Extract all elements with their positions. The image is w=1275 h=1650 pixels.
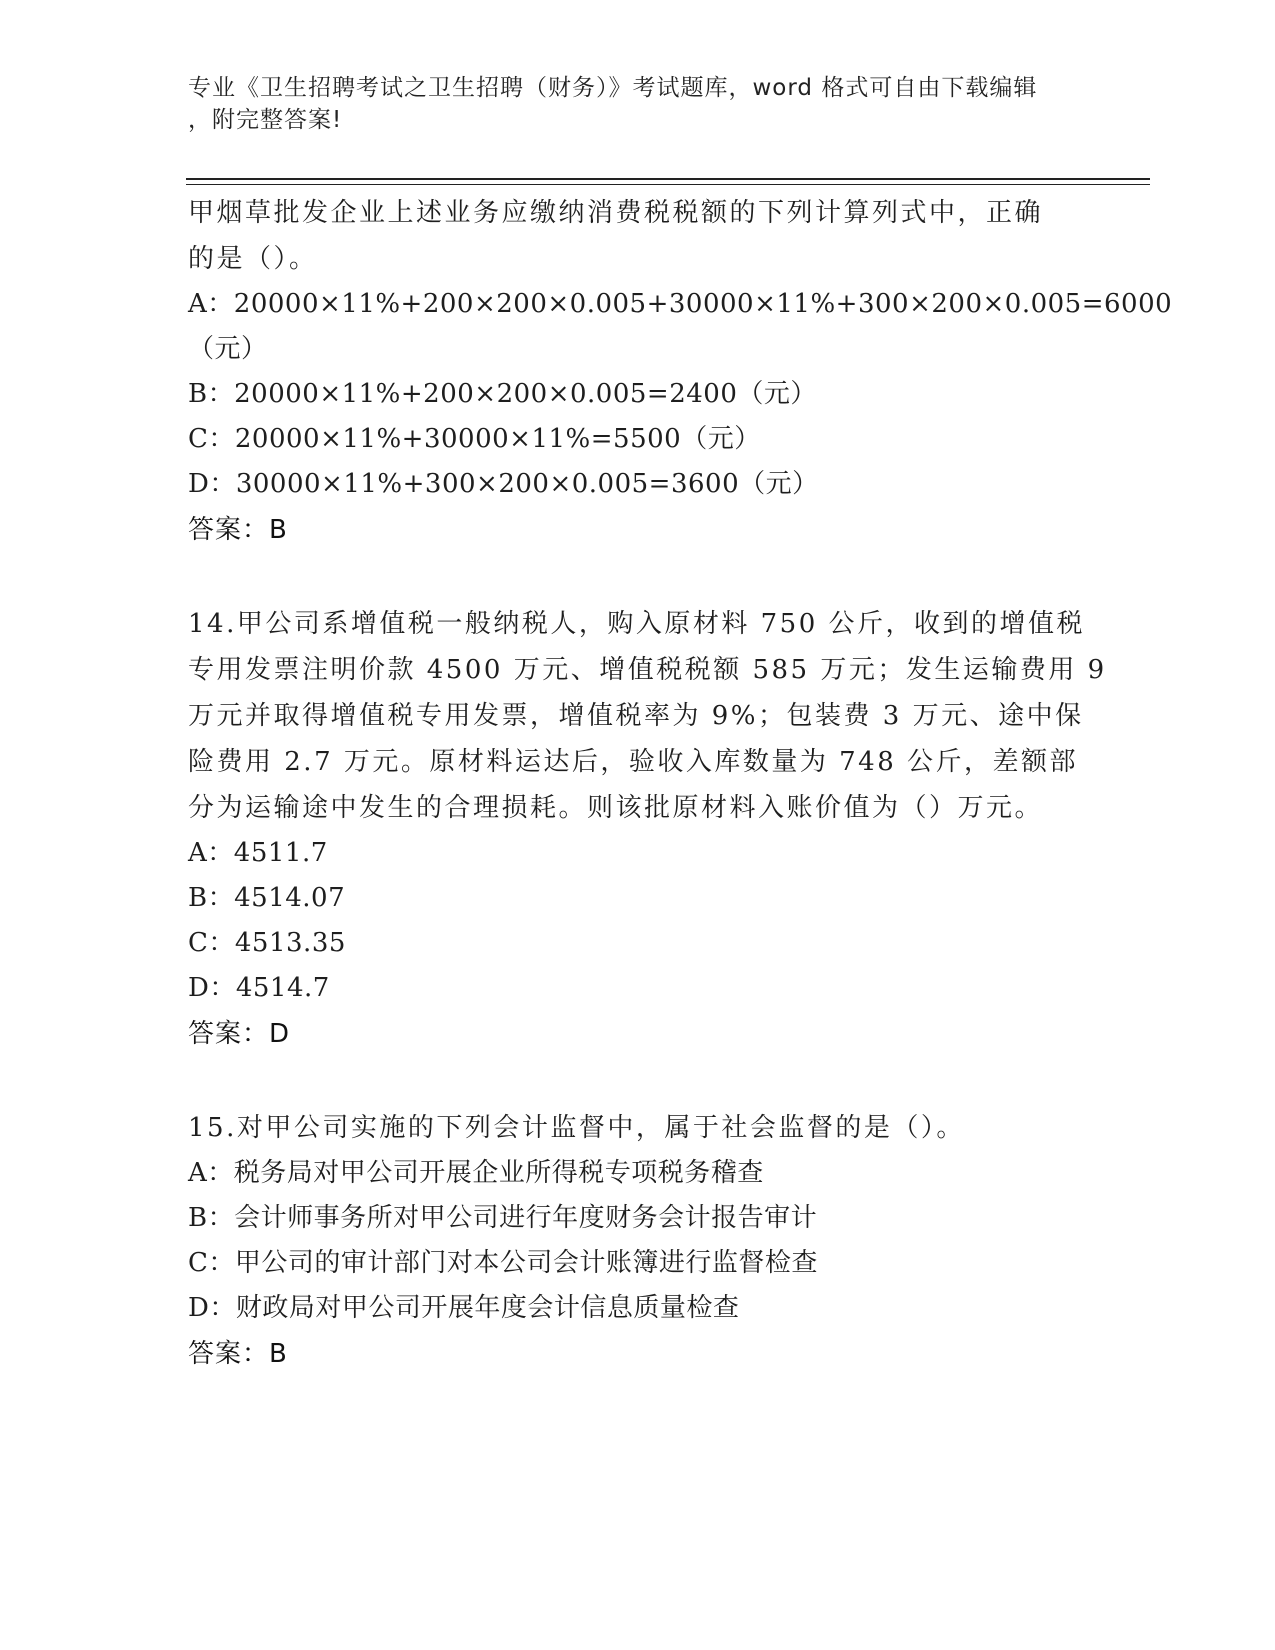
question-stem-line: 甲烟草批发企业上述业务应缴纳消费税税额的下列计算列式中，正确: [188, 198, 1044, 228]
question-13: [188, 190, 1173, 553]
option-a: A：税务局对甲公司开展企业所得税专项税务稽查: [188, 1158, 764, 1188]
option-d: D：财政局对甲公司开展年度会计信息质量检查: [188, 1293, 740, 1323]
header-line-2: ，附完整答案!: [188, 107, 343, 133]
document-header: [188, 72, 1068, 136]
answer-label: 答案：B: [188, 515, 288, 545]
question-stem-line: 专用发票注明价款 4500 万元、增值税税额 585 万元；发生运输费用 9: [188, 655, 1107, 685]
option-b: B：4514.07: [188, 883, 346, 913]
option-c: C：甲公司的审计部门对本公司会计账簿进行监督检查: [188, 1248, 818, 1278]
question-stem-line: 万元并取得增值税专用发票，增值税率为 9%；包装费 3 万元、途中保: [188, 701, 1084, 731]
option-b: B：20000×11%+200×200×0.005=2400（元）: [188, 379, 817, 409]
question-stem-line: 险费用 2.7 万元。原材料运达后，验收入库数量为 748 公斤，差额部: [188, 747, 1079, 777]
header-divider-thin: [186, 184, 1150, 185]
question-stem-line: 分为运输途中发生的合理损耗。则该批原材料入账价值为（）万元。: [188, 793, 1044, 823]
question-stem-line: 14.甲公司系增值税一般纳税人，购入原材料 750 公斤，收到的增值税: [188, 609, 1086, 639]
header-line-1: 专业《卫生招聘考试之卫生招聘（财务）》考试题库，word 格式可自由下载编辑: [188, 75, 1038, 101]
question-stem-line: 的是（）。: [188, 244, 318, 274]
question-14: [188, 601, 1107, 1057]
option-d: D：4514.7: [188, 973, 330, 1003]
spacer: [188, 553, 1088, 601]
option-a: A：20000×11%+200×200×0.005+30000×11%+300×200×0.005=6000: [188, 289, 1173, 319]
question-15: [188, 1105, 1088, 1377]
option-d: D：30000×11%+300×200×0.005=3600（元）: [188, 469, 819, 499]
answer-label: 答案：B: [188, 1339, 288, 1369]
option-b: B：会计师事务所对甲公司进行年度财务会计报告审计: [188, 1203, 818, 1233]
question-stem-line: 15.对甲公司实施的下列会计监督中，属于社会监督的是（）。: [188, 1113, 965, 1143]
option-a: A：4511.7: [188, 838, 328, 868]
option-c: C：20000×11%+30000×11%=5500（元）: [188, 424, 761, 454]
option-c: C：4513.35: [188, 928, 346, 958]
header-divider-thick: [186, 178, 1150, 180]
question-content: [188, 190, 1173, 1377]
option-a-continued: （元）: [188, 334, 268, 364]
spacer: [188, 1057, 1088, 1105]
answer-label: 答案：D: [188, 1019, 291, 1049]
